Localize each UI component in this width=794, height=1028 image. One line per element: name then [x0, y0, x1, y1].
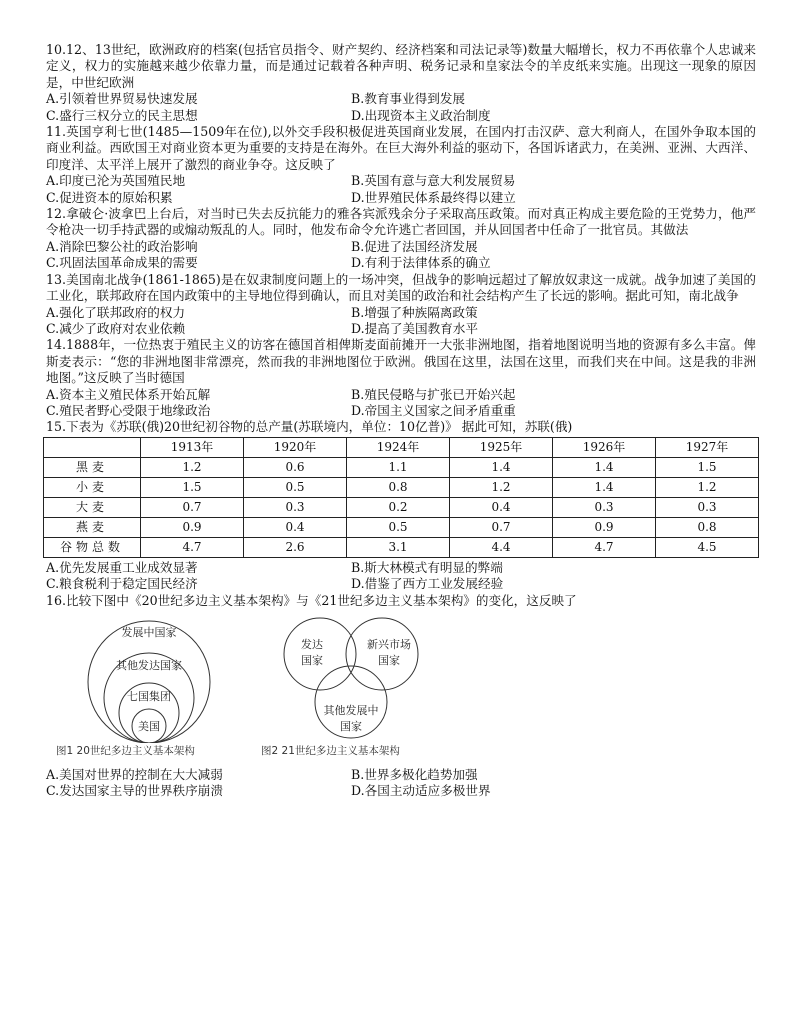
table-cell: 3.1	[347, 537, 450, 557]
table-cell: 1.2	[450, 477, 553, 497]
options	[46, 767, 756, 800]
option-a: A.引领着世界贸易快速发展	[46, 91, 198, 107]
option-b: B.促进了法国经济发展	[351, 238, 478, 254]
table-header-cell: 1926年	[553, 437, 656, 457]
table-cell: 1.5	[656, 457, 759, 477]
table-cell: 小麦	[44, 477, 141, 497]
label-developed-2: 国家	[301, 653, 323, 667]
table-row	[44, 537, 759, 557]
label-g7: 七国集团	[127, 689, 171, 703]
option-a: A.消除巴黎公社的政治影响	[46, 238, 198, 254]
table-cell: 0.9	[553, 517, 656, 537]
table-cell: 4.4	[450, 537, 553, 557]
question-14	[46, 337, 756, 419]
table-cell: 0.7	[450, 517, 553, 537]
table-header-cell: 1927年	[656, 437, 759, 457]
option-d: D.帝国主义国家之间矛盾重重	[351, 402, 516, 418]
table-cell: 0.5	[347, 517, 450, 537]
question-stem: 10.12、13世纪，欧洲政府的档案(包括官员指令、财产契约、经济档案和司法记录等)数量大幅增长，权力不再依靠个人忠诚来定义，权力的实施越来越少依靠力量，而是通过记载着各种声明、税务记录和皇家法令的羊皮纸来实施。出现这一现象的原因是，中世纪欧洲	[46, 42, 756, 90]
option-d: D.各国主动适应多极世界	[351, 783, 491, 799]
option-c: C.粮食税利于稳定国民经济	[46, 576, 198, 592]
table-cell: 0.4	[450, 497, 553, 517]
option-c: C.盛行三权分立的民主思想	[46, 107, 198, 123]
option-b: B.英国有意与意大利发展贸易	[351, 173, 516, 189]
table-cell: 4.7	[141, 537, 244, 557]
label-emerging-1: 新兴市场	[367, 637, 411, 651]
question-13	[46, 272, 756, 338]
label-developed-1: 发达	[301, 637, 323, 651]
table-header-cell	[44, 437, 141, 457]
multilateralism-diagrams	[46, 613, 756, 761]
question-stem: 15.下表为《苏联(俄)20世纪初谷物的总产量(苏联境内，单位：10亿普)》 据此可知，苏联(俄)	[46, 419, 573, 435]
table-cell: 0.4	[244, 517, 347, 537]
option-a: A.优先发展重工业成效显著	[46, 559, 198, 575]
table-cell: 0.6	[244, 457, 347, 477]
table-cell: 0.2	[347, 497, 450, 517]
table-row	[44, 457, 759, 477]
table-cell: 0.8	[656, 517, 759, 537]
option-b: B.增强了种族隔离政策	[351, 304, 478, 320]
table-cell: 0.3	[656, 497, 759, 517]
option-a: A.印度已沦为英国殖民地	[46, 173, 186, 189]
table-cell: 2.6	[244, 537, 347, 557]
table-cell: 1.1	[347, 457, 450, 477]
table-cell: 1.4	[450, 457, 553, 477]
option-b: B.教育事业得到发展	[351, 91, 466, 107]
question-16	[46, 593, 756, 800]
exam-page	[46, 42, 756, 800]
table-cell: 0.3	[553, 497, 656, 517]
table-cell: 0.8	[347, 477, 450, 497]
option-b: B.殖民侵略与扩张已开始兴起	[351, 386, 516, 402]
table-header-cell: 1913年	[141, 437, 244, 457]
table-cell: 0.3	[244, 497, 347, 517]
options	[46, 560, 756, 593]
question-11	[46, 124, 756, 206]
table-cell: 1.5	[141, 477, 244, 497]
table-row	[44, 517, 759, 537]
option-c: C.减少了政府对农业依赖	[46, 320, 186, 336]
grain-output-table	[43, 437, 759, 558]
option-d: D.有利于法律体系的确立	[351, 255, 491, 271]
table-header-cell: 1925年	[450, 437, 553, 457]
label-usa: 美国	[138, 719, 160, 733]
options	[46, 91, 756, 124]
options	[46, 387, 756, 420]
table-cell: 4.7	[553, 537, 656, 557]
option-a: A.资本主义殖民体系开始瓦解	[46, 386, 211, 402]
figure-2-venn	[268, 615, 434, 743]
question-10	[46, 42, 756, 124]
options	[46, 305, 756, 338]
figure-2-caption: 图2 21世纪多边主义基本架构	[261, 744, 400, 757]
option-d: D.世界殖民体系最终得以建立	[351, 189, 516, 205]
question-stem: 16.比较下图中《20世纪多边主义基本架构》与《21世纪多边主义基本架构》的变化，这反映了	[46, 592, 577, 608]
question-stem: 12.拿破仑·波拿巴上台后，对当时已失去反抗能力的雅各宾派残余分子采取高压政策。而对真正构成主要危险的王党势力，他严令枪决一切手持武器的或煽动叛乱的人。同时，他发布命令允许逃亡者回国，并从回国者中任命了一批官员。其做法	[46, 206, 756, 238]
table-header-cell: 1920年	[244, 437, 347, 457]
table-cell: 4.5	[656, 537, 759, 557]
option-a: A.美国对世界的控制在大大减弱	[46, 766, 223, 782]
table-cell: 1.4	[553, 457, 656, 477]
option-c: C.发达国家主导的世界秩序崩溃	[46, 783, 223, 799]
option-d: D.出现资本主义政治制度	[351, 107, 491, 123]
figure-1-nested-circles	[62, 619, 237, 743]
label-developing-countries: 发展中国家	[121, 625, 177, 639]
question-15	[46, 419, 756, 592]
option-b: B.斯大林模式有明显的弊端	[351, 559, 503, 575]
table-cell: 1.4	[553, 477, 656, 497]
table-cell: 1.2	[656, 477, 759, 497]
option-a: A.强化了联邦政府的权力	[46, 304, 186, 320]
label-other-developed: 其他发达国家	[116, 658, 182, 672]
table-row	[44, 477, 759, 497]
table-header-row	[44, 437, 759, 457]
question-stem: 14.1888年，一位热衷于殖民主义的访客在德国首相俾斯麦面前摊开一大张非洲地图，指着地图说明当地的资源有多么丰富。俾斯麦表示：“您的非洲地图非常漂亮，然而我的非洲地图位于欧洲。俄国在这里，法国在这里，而我们夹在中间。这是我的非洲地图。”这反映了当时德国	[46, 337, 756, 386]
option-b: B.世界多极化趋势加强	[351, 766, 478, 782]
table-cell: 0.9	[141, 517, 244, 537]
options	[46, 239, 756, 272]
options	[46, 173, 756, 206]
option-d: D.借鉴了西方工业发展经验	[351, 576, 504, 592]
table-row	[44, 497, 759, 517]
table-cell: 0.5	[244, 477, 347, 497]
table-cell: 1.2	[141, 457, 244, 477]
label-other-developing-2: 国家	[340, 719, 362, 733]
figure-1-caption: 图1 20世纪多边主义基本架构	[56, 744, 195, 757]
option-c: C.促进资本的原始积累	[46, 189, 173, 205]
label-other-developing-1: 其他发展中	[323, 703, 379, 717]
option-c: C.殖民者野心受限于地缘政治	[46, 402, 211, 418]
table-cell: 燕麦	[44, 517, 141, 537]
option-c: C.巩固法国革命成果的需要	[46, 255, 198, 271]
question-stem: 13.美国南北战争(1861-1865)是在奴隶制度问题上的一场冲突，但战争的影响远超过了解放奴隶这一成就。战争加速了美国的工业化，联邦政府在国内政策中的主导地位得到确认，而且对美国的政治和社会结构产生了长远的影响。据此可知，南北战争	[46, 271, 756, 304]
question-12	[46, 206, 756, 272]
table-cell: 黑麦	[44, 457, 141, 477]
table-cell: 0.7	[141, 497, 244, 517]
table-cell: 谷物总数	[44, 537, 141, 557]
table-header-cell: 1924年	[347, 437, 450, 457]
question-stem: 11.英国亨利七世(1485—1509年在位),以外交手段积极促进英国商业发展，在国内打击汉萨、意大利商人，在国外争取本国的商业利益。西欧国王对商业资本更为重要的支持是在海外。在巨大海外利益的驱动下，各国诉诸武力，在美洲、亚洲、大西洋、印度洋、太平洋上展开了激烈的商业争夺。这反映了	[46, 124, 756, 172]
label-emerging-2: 国家	[378, 653, 400, 667]
option-d: D.提高了美国教育水平	[351, 320, 478, 336]
table-cell: 大麦	[44, 497, 141, 517]
